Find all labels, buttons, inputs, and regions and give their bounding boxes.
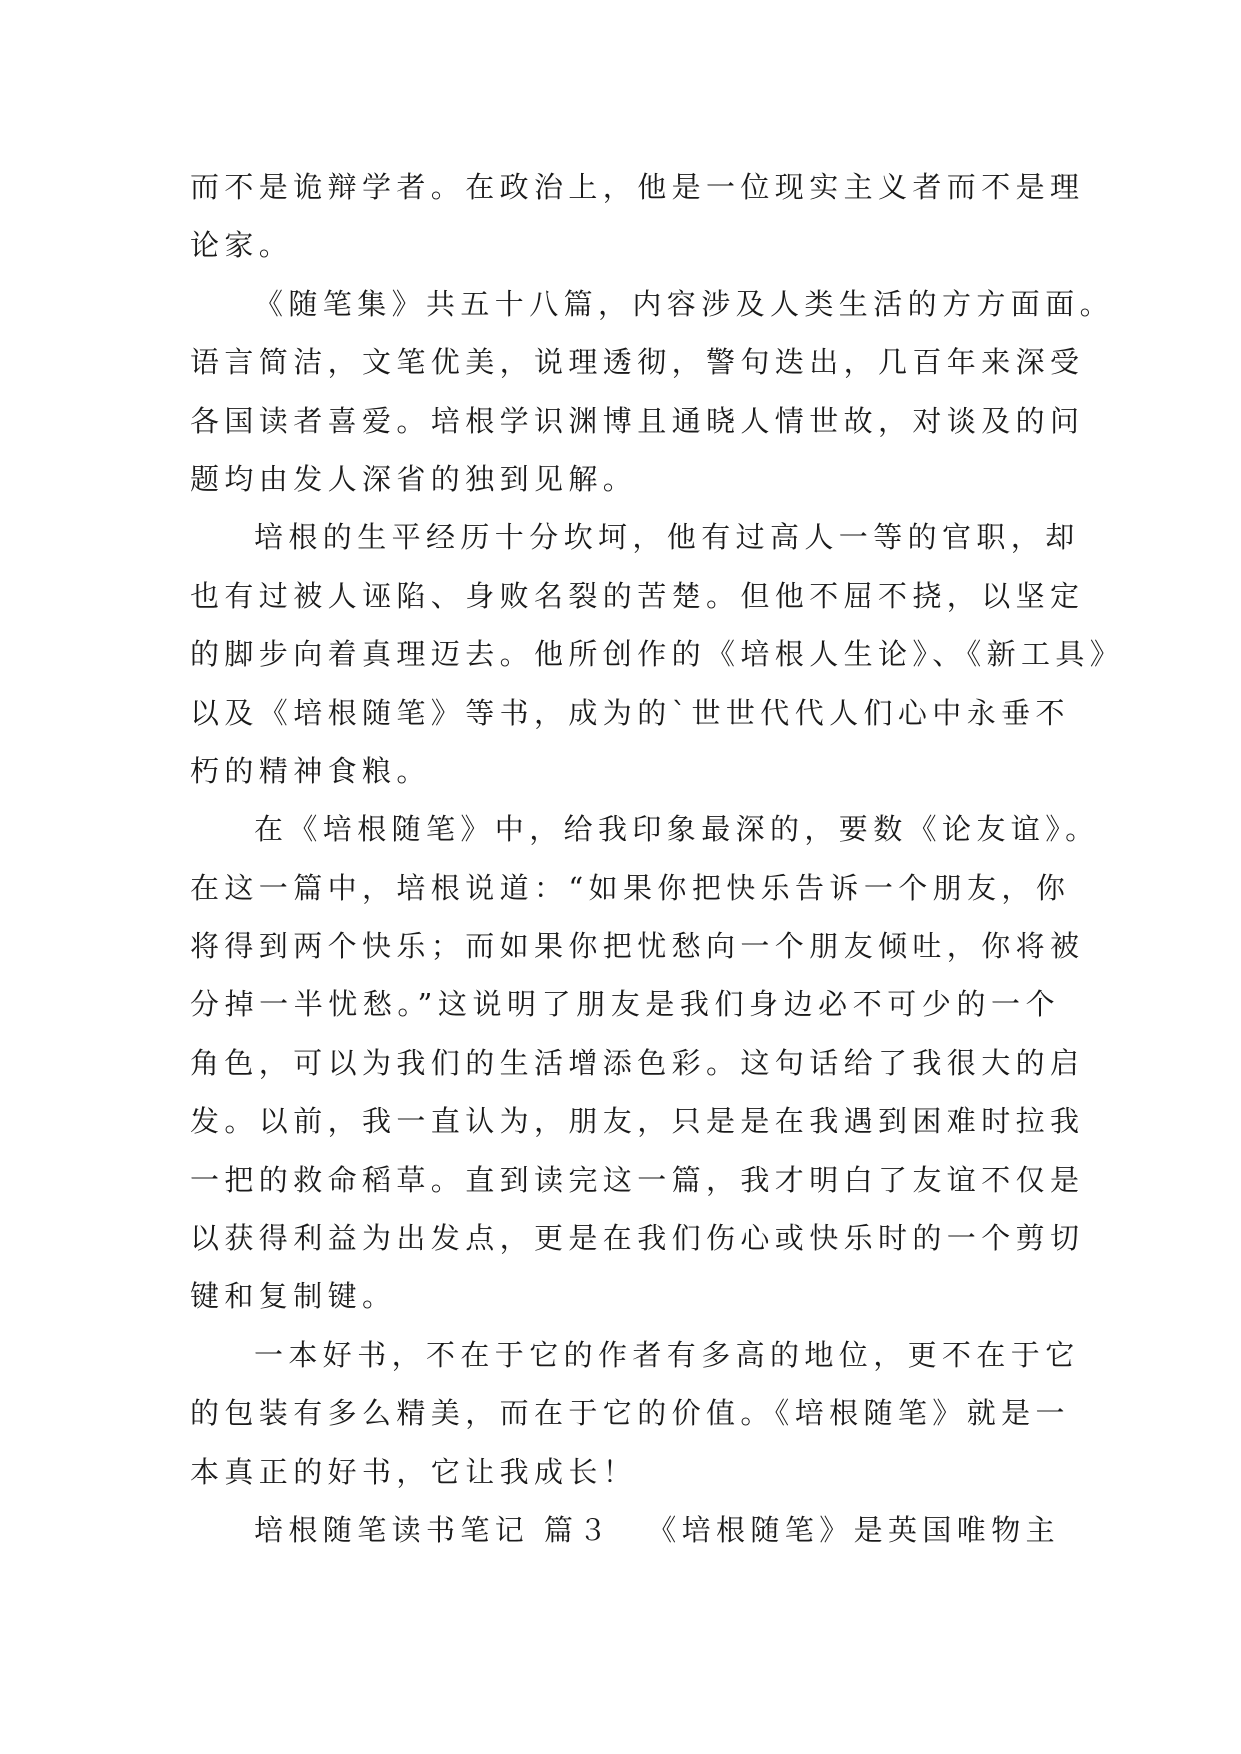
- paragraph-5-line-3: 本真正的好书，它让我成长！: [190, 1454, 638, 1489]
- paragraph-5-line-2: 的包装有多么精美，而在于它的价值。《培根随笔》就是一: [190, 1396, 1070, 1431]
- paragraph-2-line-2: 语言简洁，文笔优美，说理透彻，警句迭出，几百年来深受: [190, 345, 1085, 380]
- paragraph-4-line-7: 一把的救命稻草。直到读完这一篇，我才明白了友谊不仅是: [190, 1162, 1085, 1197]
- paragraph-3-line-3: 的脚步向着真理迈去。他所创作的《培根人生论》、《新工具》: [190, 637, 1125, 672]
- paragraph-2-line-4: 题均由发人深省的独到见解。: [190, 461, 638, 496]
- next-article-opening: 《培根随笔》是英国唯物主: [647, 1512, 1060, 1547]
- paragraph-2-line-1: 《随笔集》共五十八篇，内容涉及人类生活的方方面面。: [254, 286, 1115, 321]
- paragraph-4-line-9: 键和复制键。: [190, 1279, 397, 1314]
- paragraph-2-line-3: 各国读者喜爱。培根学识渊博且通晓人情世故，对谈及的问: [190, 403, 1085, 438]
- paragraph-5-line-1: 一本好书，不在于它的作者有多高的地位，更不在于它: [254, 1337, 1080, 1372]
- paragraph-4-line-5: 角色，可以为我们的生活增添色彩。这句话给了我很大的启: [190, 1045, 1085, 1080]
- paragraph-1-line-1: 而不是诡辩学者。在政治上，他是一位现实主义者而不是理: [190, 170, 1085, 204]
- paragraph-4-line-2: 在这一篇中，培根说道：“如果你把快乐告诉一个朋友，你: [190, 870, 1071, 905]
- paragraph-1-line-2: 论家。: [190, 228, 294, 263]
- document-body: [190, 158, 1125, 1559]
- next-article-title: 培根随笔读书笔记 篇３: [254, 1512, 613, 1547]
- paragraph-4-line-4: 分掉一半忧愁。”这说明了朋友是我们身边必不可少的一个: [190, 987, 1060, 1022]
- paragraph-3-line-2: 也有过被人诬陷、身败名裂的苦楚。但他不屈不挠，以坚定: [190, 578, 1085, 613]
- paragraph-3-line-5: 朽的精神食粮。: [190, 753, 431, 788]
- paragraph-4-line-6: 发。以前，我一直认为，朋友，只是是在我遇到困难时拉我: [190, 1104, 1085, 1139]
- paragraph-4-line-1: 在《培根随笔》中，给我印象最深的，要数《论友谊》。: [254, 812, 1100, 847]
- paragraph-3-line-1: 培根的生平经历十分坎坷，他有过高人一等的官职，却: [254, 520, 1080, 555]
- paragraph-4-line-8: 以获得利益为出发点，更是在我们伤心或快乐时的一个剪切: [190, 1221, 1085, 1256]
- next-article-heading-line: [190, 1501, 1060, 1559]
- paragraph-4-line-3: 将得到两个快乐；而如果你把忧愁向一个朋友倾吐，你将被: [190, 929, 1085, 964]
- paragraph-3-line-4: 以及《培根随笔》等书，成为的`世世代代人们心中永垂不: [190, 695, 1070, 730]
